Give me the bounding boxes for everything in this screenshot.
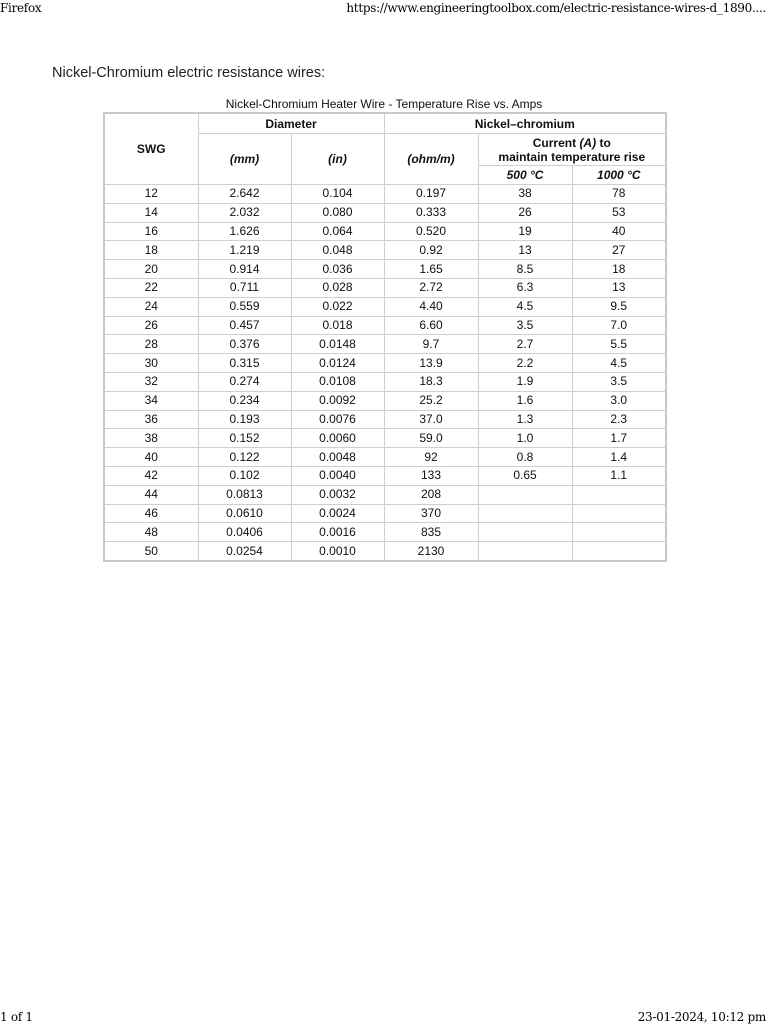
cell-diameter-in: 0.064 <box>291 222 384 241</box>
cell-diameter-in: 0.028 <box>291 278 384 297</box>
cell-current-500c: 1.3 <box>478 410 572 429</box>
cell-resistance: 4.40 <box>384 297 478 316</box>
table-row <box>104 466 666 485</box>
cell-diameter-in: 0.104 <box>291 185 384 204</box>
cell-resistance: 835 <box>384 523 478 542</box>
cell-current-1000c <box>572 504 666 523</box>
cell-swg: 22 <box>104 278 198 297</box>
table-row <box>104 185 666 204</box>
table-row <box>104 485 666 504</box>
cell-diameter-in: 0.0010 <box>291 542 384 561</box>
cell-diameter-in: 0.036 <box>291 260 384 279</box>
cell-diameter-mm: 2.642 <box>198 185 291 204</box>
cell-current-500c: 38 <box>478 185 572 204</box>
cell-current-500c: 26 <box>478 203 572 222</box>
cell-diameter-in: 0.0124 <box>291 354 384 373</box>
cell-current-1000c: 2.3 <box>572 410 666 429</box>
print-footer-page-number: 1 of 1 <box>0 1010 33 1024</box>
cell-diameter-mm: 0.914 <box>198 260 291 279</box>
cell-diameter-in: 0.018 <box>291 316 384 335</box>
cell-swg: 38 <box>104 429 198 448</box>
header-current <box>478 134 666 166</box>
cell-current-500c: 2.2 <box>478 354 572 373</box>
cell-current-500c: 4.5 <box>478 297 572 316</box>
cell-resistance: 0.197 <box>384 185 478 204</box>
cell-current-1000c: 7.0 <box>572 316 666 335</box>
cell-current-500c: 2.7 <box>478 335 572 354</box>
cell-diameter-mm: 0.234 <box>198 391 291 410</box>
cell-swg: 48 <box>104 523 198 542</box>
cell-swg: 44 <box>104 485 198 504</box>
header-current-unit: (A) <box>579 135 597 150</box>
cell-resistance: 25.2 <box>384 391 478 410</box>
table-row <box>104 278 666 297</box>
header-diameter: Diameter <box>198 113 384 134</box>
cell-current-1000c: 53 <box>572 203 666 222</box>
header-current-suffix: to <box>596 135 611 150</box>
print-footer-datetime: 23-01-2024, 10:12 pm <box>637 1010 766 1024</box>
header-500c: 500 °C <box>478 166 572 185</box>
cell-diameter-mm: 0.122 <box>198 448 291 467</box>
table-row <box>104 354 666 373</box>
cell-current-1000c: 5.5 <box>572 335 666 354</box>
cell-resistance: 37.0 <box>384 410 478 429</box>
cell-swg: 50 <box>104 542 198 561</box>
cell-swg: 34 <box>104 391 198 410</box>
cell-swg: 18 <box>104 241 198 260</box>
cell-current-1000c: 1.4 <box>572 448 666 467</box>
table-row <box>104 297 666 316</box>
table-caption: Nickel-Chromium Heater Wire - Temperature Rise vs. Amps <box>225 97 543 111</box>
table-row <box>104 372 666 391</box>
table-row <box>104 523 666 542</box>
cell-swg: 32 <box>104 372 198 391</box>
cell-swg: 12 <box>104 185 198 204</box>
table-row <box>104 410 666 429</box>
cell-current-500c: 1.9 <box>478 372 572 391</box>
cell-current-1000c: 13 <box>572 278 666 297</box>
cell-swg: 20 <box>104 260 198 279</box>
cell-current-500c: 13 <box>478 241 572 260</box>
cell-current-500c <box>478 523 572 542</box>
cell-current-500c <box>478 504 572 523</box>
table-row <box>104 335 666 354</box>
cell-diameter-mm: 0.152 <box>198 429 291 448</box>
cell-resistance: 9.7 <box>384 335 478 354</box>
cell-swg: 26 <box>104 316 198 335</box>
table-row <box>104 241 666 260</box>
table-row <box>104 222 666 241</box>
cell-current-1000c: 9.5 <box>572 297 666 316</box>
cell-current-500c <box>478 542 572 561</box>
cell-diameter-in: 0.080 <box>291 203 384 222</box>
cell-swg: 24 <box>104 297 198 316</box>
cell-diameter-in: 0.022 <box>291 297 384 316</box>
cell-current-500c: 0.8 <box>478 448 572 467</box>
header-ohm-per-m: (ohm/m) <box>384 134 478 185</box>
cell-current-1000c: 4.5 <box>572 354 666 373</box>
cell-resistance: 0.92 <box>384 241 478 260</box>
cell-resistance: 92 <box>384 448 478 467</box>
header-current-line2: maintain temperature rise <box>498 149 646 164</box>
cell-diameter-in: 0.0040 <box>291 466 384 485</box>
print-header-url[interactable]: https://www.engineeringtoolbox.com/electric-resistance-wires-d_1890.... <box>346 1 766 15</box>
cell-current-1000c <box>572 523 666 542</box>
header-current-prefix: Current <box>532 135 580 150</box>
cell-diameter-mm: 0.457 <box>198 316 291 335</box>
cell-diameter-in: 0.0048 <box>291 448 384 467</box>
cell-diameter-mm: 1.626 <box>198 222 291 241</box>
cell-diameter-mm: 0.274 <box>198 372 291 391</box>
cell-resistance: 0.520 <box>384 222 478 241</box>
cell-current-500c: 3.5 <box>478 316 572 335</box>
cell-current-500c: 1.6 <box>478 391 572 410</box>
cell-diameter-in: 0.0148 <box>291 335 384 354</box>
cell-diameter-mm: 0.193 <box>198 410 291 429</box>
resistance-wire-table <box>103 112 667 562</box>
header-1000c: 1000 °C <box>572 166 666 185</box>
cell-diameter-in: 0.0076 <box>291 410 384 429</box>
cell-swg: 14 <box>104 203 198 222</box>
cell-diameter-mm: 1.219 <box>198 241 291 260</box>
cell-resistance: 0.333 <box>384 203 478 222</box>
cell-diameter-in: 0.0032 <box>291 485 384 504</box>
table-row <box>104 504 666 523</box>
cell-diameter-mm: 0.711 <box>198 278 291 297</box>
cell-diameter-in: 0.0024 <box>291 504 384 523</box>
cell-resistance: 18.3 <box>384 372 478 391</box>
cell-swg: 46 <box>104 504 198 523</box>
table-header <box>104 113 666 185</box>
cell-swg: 16 <box>104 222 198 241</box>
cell-current-1000c <box>572 485 666 504</box>
cell-diameter-mm: 0.102 <box>198 466 291 485</box>
table-row <box>104 542 666 561</box>
header-row-top <box>104 113 666 134</box>
cell-current-500c: 1.0 <box>478 429 572 448</box>
cell-current-1000c: 1.7 <box>572 429 666 448</box>
print-header-browser-name: Firefox <box>0 1 42 15</box>
cell-current-1000c: 27 <box>572 241 666 260</box>
cell-current-1000c: 1.1 <box>572 466 666 485</box>
header-mm: (mm) <box>198 134 291 185</box>
cell-diameter-in: 0.0016 <box>291 523 384 542</box>
cell-resistance: 133 <box>384 466 478 485</box>
cell-diameter-mm: 0.0406 <box>198 523 291 542</box>
table-row <box>104 429 666 448</box>
cell-resistance: 6.60 <box>384 316 478 335</box>
cell-resistance: 13.9 <box>384 354 478 373</box>
cell-resistance: 370 <box>384 504 478 523</box>
cell-diameter-mm: 0.315 <box>198 354 291 373</box>
table-row <box>104 448 666 467</box>
cell-diameter-mm: 0.0610 <box>198 504 291 523</box>
cell-diameter-in: 0.0060 <box>291 429 384 448</box>
cell-swg: 28 <box>104 335 198 354</box>
table-row <box>104 316 666 335</box>
cell-current-1000c: 3.0 <box>572 391 666 410</box>
table-body <box>104 185 666 561</box>
cell-current-1000c: 78 <box>572 185 666 204</box>
cell-diameter-in: 0.048 <box>291 241 384 260</box>
cell-resistance: 2.72 <box>384 278 478 297</box>
cell-diameter-mm: 0.0813 <box>198 485 291 504</box>
table-row <box>104 203 666 222</box>
cell-current-500c <box>478 485 572 504</box>
cell-current-500c: 0.65 <box>478 466 572 485</box>
cell-current-1000c: 40 <box>572 222 666 241</box>
cell-diameter-in: 0.0092 <box>291 391 384 410</box>
cell-swg: 30 <box>104 354 198 373</box>
cell-swg: 42 <box>104 466 198 485</box>
cell-diameter-in: 0.0108 <box>291 372 384 391</box>
cell-current-500c: 8.5 <box>478 260 572 279</box>
header-nickel-chromium: Nickel–chromium <box>384 113 666 134</box>
cell-current-1000c: 18 <box>572 260 666 279</box>
cell-diameter-mm: 0.0254 <box>198 542 291 561</box>
cell-diameter-mm: 0.559 <box>198 297 291 316</box>
cell-current-1000c: 3.5 <box>572 372 666 391</box>
cell-diameter-mm: 2.032 <box>198 203 291 222</box>
cell-resistance: 59.0 <box>384 429 478 448</box>
cell-current-1000c <box>572 542 666 561</box>
cell-resistance: 1.65 <box>384 260 478 279</box>
cell-current-500c: 19 <box>478 222 572 241</box>
cell-current-500c: 6.3 <box>478 278 572 297</box>
header-swg: SWG <box>104 113 198 185</box>
header-in: (in) <box>291 134 384 185</box>
cell-resistance: 208 <box>384 485 478 504</box>
cell-swg: 36 <box>104 410 198 429</box>
cell-swg: 40 <box>104 448 198 467</box>
table-row <box>104 260 666 279</box>
section-heading: Nickel-Chromium electric resistance wires: <box>52 65 326 81</box>
cell-diameter-mm: 0.376 <box>198 335 291 354</box>
table-row <box>104 391 666 410</box>
cell-resistance: 2130 <box>384 542 478 561</box>
